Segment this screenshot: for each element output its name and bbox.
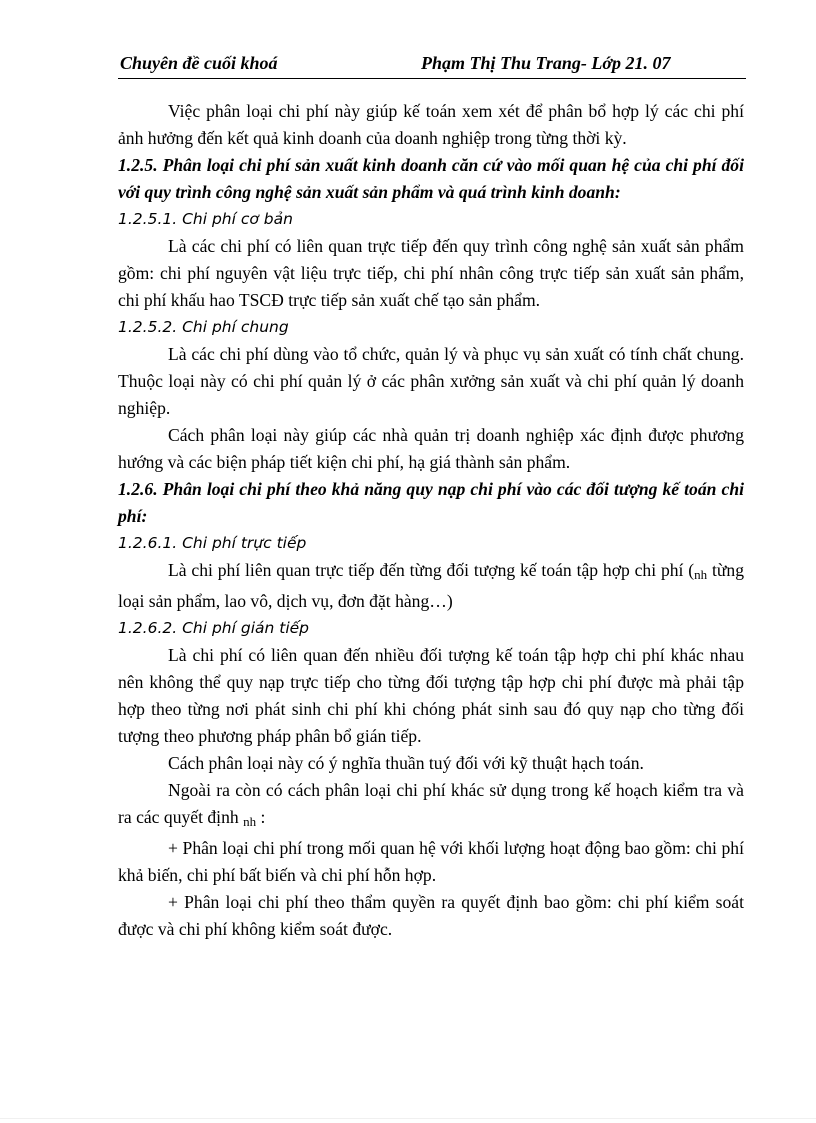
text-run: từng loại sản phẩm, lao vô, dịch vụ, đơn đặt hàng…) (118, 560, 744, 611)
document-body (118, 98, 744, 943)
section-heading-1-2-5: 1.2.5. Phân loại chi phí sản xuất kinh doanh căn cứ vào mối quan hệ của chi phí đối với quy trình công nghệ sản xuất sản phẩm và quá trình kinh doanh: (118, 155, 744, 202)
paragraph (118, 557, 744, 615)
subsection-heading-1-2-5-2: 1.2.5.2. Chi phí chung (118, 318, 289, 336)
paragraph: Là chi phí có liên quan đến nhiều đối tượng kế toán tập hợp chi phí khác nhau nên không thể quy nạp trực tiếp cho từng đối tượng tập hợp chi phí được mà phải tập hợp theo từng nơi phát sinh chi phí khi chóng phát sinh sau đó quy nạp cho từng đối tượng theo phương pháp phân bổ gián tiếp. (118, 645, 744, 746)
text-run: Là chi phí liên quan trực tiếp đến từng đối tượng kế toán tập hợp chi phí ( (168, 560, 695, 580)
paragraph: + Phân loại chi phí trong mối quan hệ với khối lượng hoạt động bao gồm: chi phí khả biến, chi phí bất biến và chi phí hỗn hợp. (118, 838, 744, 885)
section-heading-1-2-6: 1.2.6. Phân loại chi phí theo khả năng quy nạp chi phí vào các đối tượng kế toán chi phí: (118, 479, 744, 526)
subsection-heading-1-2-6-2: 1.2.6.2. Chi phí gián tiếp (118, 619, 310, 637)
page-header (118, 52, 746, 79)
header-author: Phạm Thị Thu Trang- Lớp 21. 07 (421, 53, 671, 73)
paragraph: Cách phân loại này giúp các nhà quản trị doanh nghiệp xác định được phương hướng và các biện pháp tiết kiện chi phí, hạ giá thành sản phẩm. (118, 425, 744, 472)
paragraph: Việc phân loại chi phí này giúp kế toán xem xét để phân bổ hợp lý các chi phí ảnh hưởng đến kết quả kinh doanh của doanh nghiệp trong từng thời kỳ. (118, 101, 744, 148)
header-title: Chuyên đề cuối khoá (120, 53, 278, 73)
text-run: Ngoài ra còn có cách phân loại chi phí khác sử dụng trong kế hoạch kiểm tra và ra các quyết định (118, 780, 744, 827)
text-run-small: nh (694, 567, 708, 582)
paragraph: Cách phân loại này có ý nghĩa thuần tuý đối với kỹ thuật hạch toán. (168, 753, 644, 773)
page-bottom-divider (0, 1118, 816, 1119)
subsection-heading-1-2-6-1: 1.2.6.1. Chi phí trực tiếp (118, 534, 307, 552)
paragraph: + Phân loại chi phí theo thẩm quyền ra quyết định bao gồm: chi phí kiểm soát được và chi phí không kiểm soát được. (118, 892, 744, 939)
paragraph: Là các chi phí dùng vào tổ chức, quản lý và phục vụ sản xuất có tính chất chung. Thuộc loại này có chi phí quản lý ở các phân xưởng sản xuất và chi phí quản lý doanh nghiệp. (118, 344, 744, 418)
paragraph: Là các chi phí có liên quan trực tiếp đến quy trình công nghệ sản xuất sản phẩm gồm: chi phí nguyên vật liệu trực tiếp, chi phí nhân công trực tiếp sản xuất sản phẩm, chi phí khấu hao TSCĐ trực tiếp sản xuất chế tạo sản phẩm. (118, 236, 744, 310)
text-run: : (256, 807, 266, 827)
subsection-heading-1-2-5-1: 1.2.5.1. Chi phí cơ bản (118, 210, 293, 228)
paragraph (118, 777, 744, 835)
text-run-small: nh (243, 814, 257, 829)
